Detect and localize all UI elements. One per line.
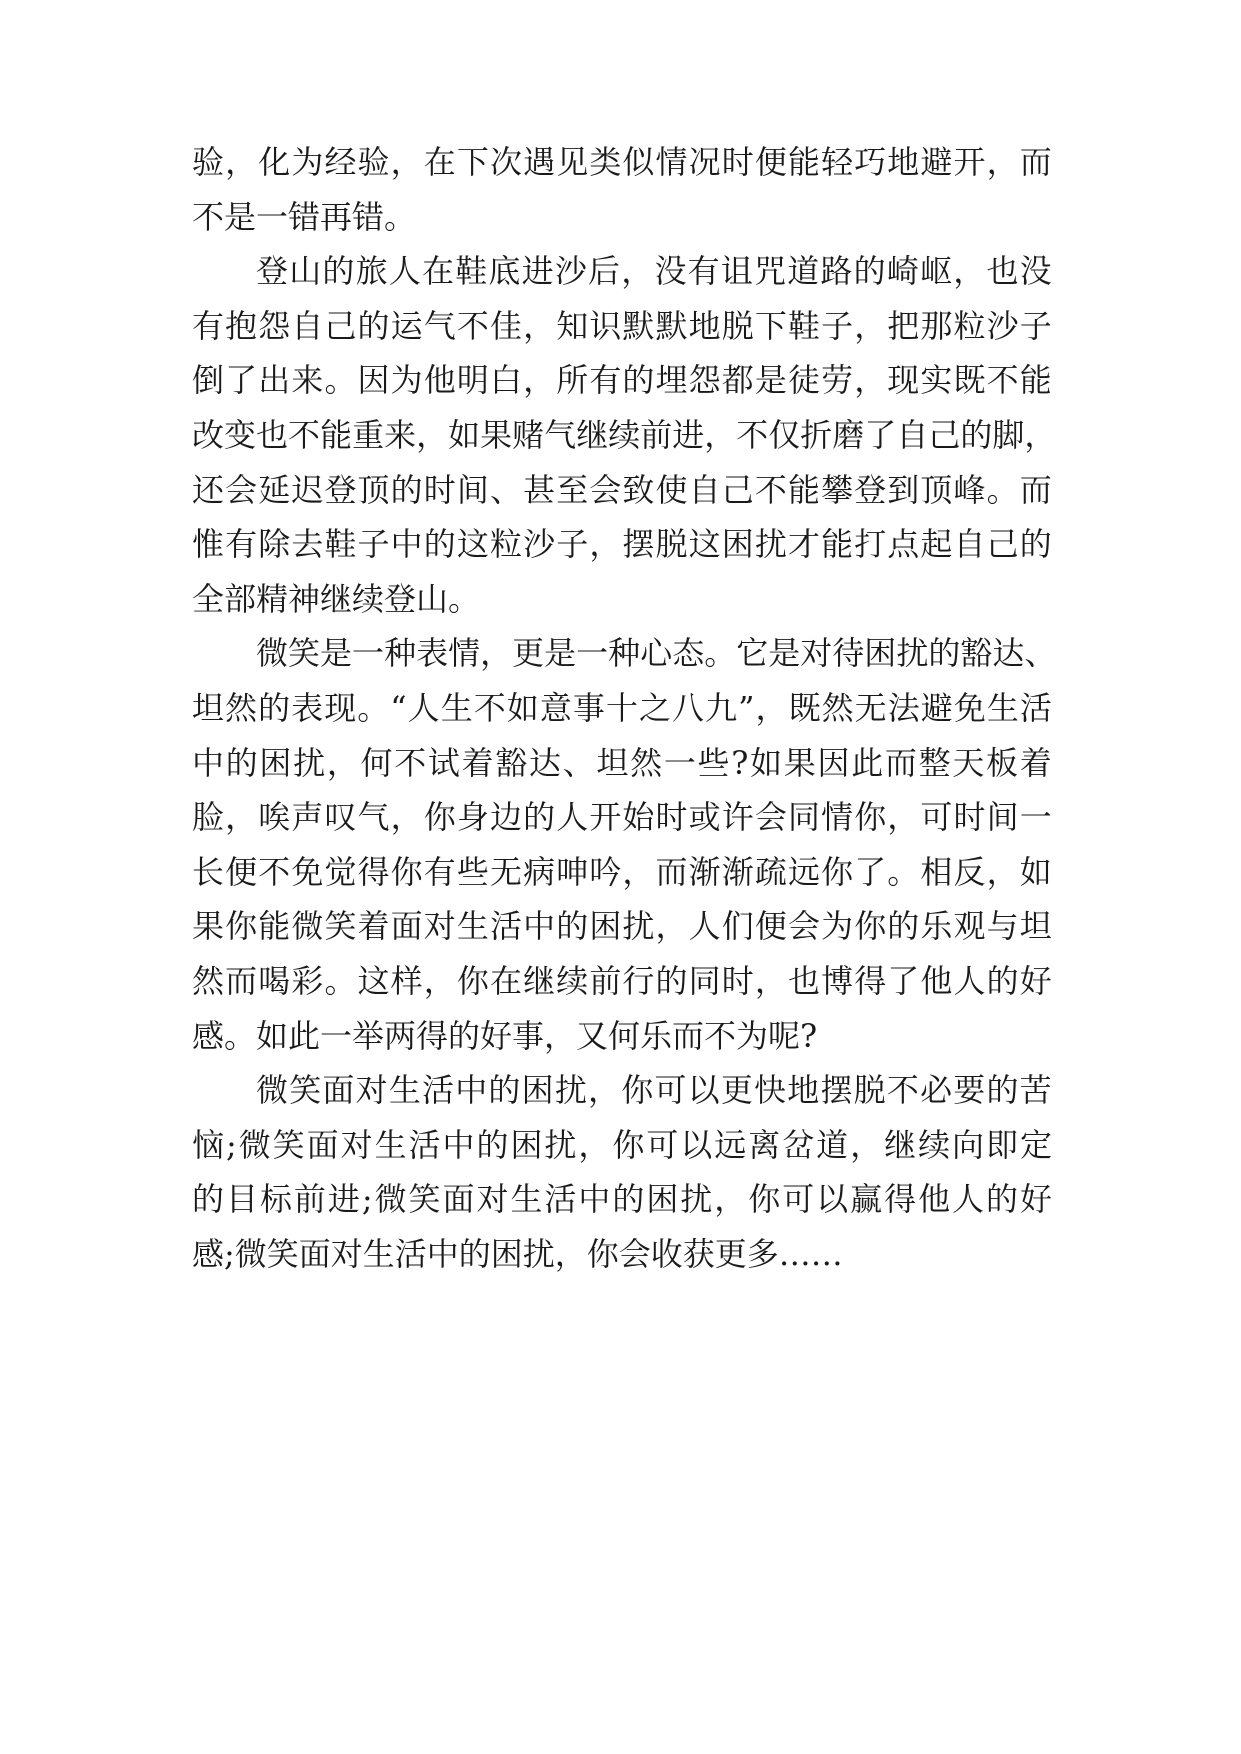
text-line: 还 会 延 迟 登 顶 的 时 间 、 甚 至 会 致 使 自 己 不 能 攀 登 到 顶 峰 。 而 — [192, 471, 1052, 509]
text-line: 惟 有 除 去 鞋 子 中 的 这 粒 沙 子 ， 摆 脱 这 困 扰 才 能 打 点 起 自 己 的 — [192, 525, 1052, 563]
text-line: 中 的 困 扰 ， 何 不 试 着 豁 达 、 坦 然 一 些 ? 如 果 因 此 而 整 天 板 着 — [192, 744, 1052, 782]
text-line: 验 ， 化 为 经 验 ， 在 下 次 遇 见 类 似 情 况 时 便 能 轻 巧 地 避 开 ， 而 — [192, 143, 1052, 181]
text-line: 倒 了 出 来 。 因 为 他 明 白 ， 所 有 的 埋 怨 都 是 徒 劳 ， 现 实 既 不 能 — [192, 361, 1052, 399]
text-line: 长 便 不 免 觉 得 你 有 些 无 病 呻 吟 ， 而 渐 渐 疏 远 你 了 。 相 反 ， 如 — [192, 853, 1052, 891]
text-line: 不是一错再错。 — [192, 198, 417, 236]
text-line: 改 变 也 不 能 重 来 ， 如 果 赌 气 继 续 前 进 ， 不 仅 折 磨 了 自 己 的 脚 ， — [192, 416, 1057, 454]
text-line: 感。如此一举两得的好事，又何乐而不为呢? — [192, 1017, 818, 1055]
text-line: 然 而 喝 彩 。 这 样 ， 你 在 继 续 前 行 的 同 时 ， 也 博 得 了 他 人 的 好 — [192, 962, 1052, 1000]
text-line: 的 目 标 前 进 ; 微 笑 面 对 生 活 中 的 困 扰 ， 你 可 以 赢 得 他 人 的 好 — [192, 1180, 1052, 1218]
text-line: 微 笑 面 对 生 活 中 的 困 扰 ， 你 可 以 更 快 地 摆 脱 不 必 要 的 苦 — [256, 1071, 1052, 1109]
text-line: 恼 ; 微 笑 面 对 生 活 中 的 困 扰 ， 你 可 以 远 离 岔 道 ， 继 续 向 即 定 — [192, 1126, 1052, 1164]
text-line: 微 笑 是 一 种 表 情 ， 更 是 一 种 心 态 。 它 是 对 待 困 扰 的 豁 达 、 — [256, 634, 1057, 672]
text-line: 感;微笑面对生活中的困扰，你会收获更多…… — [192, 1235, 843, 1273]
text-line: 有 抱 怨 自 己 的 运 气 不 佳 ， 知 识 默 默 地 脱 下 鞋 子 ， 把 那 粒 沙 子 — [192, 307, 1052, 345]
text-line: 果 你 能 微 笑 着 面 对 生 活 中 的 困 扰 ， 人 们 便 会 为 你 的 乐 观 与 坦 — [192, 907, 1052, 945]
text-line: 脸 ， 唉 声 叹 气 ， 你 身 边 的 人 开 始 时 或 许 会 同 情 你 ， 可 时 间 一 — [192, 798, 1052, 836]
text-line: 登 山 的 旅 人 在 鞋 底 进 沙 后 ， 没 有 诅 咒 道 路 的 崎 岖 ， 也 没 — [256, 252, 1052, 290]
text-line: 全部精神继续登山。 — [192, 580, 481, 618]
text-line: 坦 然 的 表 现 。 “ 人 生 不 如 意 事 十 之 八 九 ” ， 既 然 无 法 避 免 生 活 — [192, 689, 1052, 727]
